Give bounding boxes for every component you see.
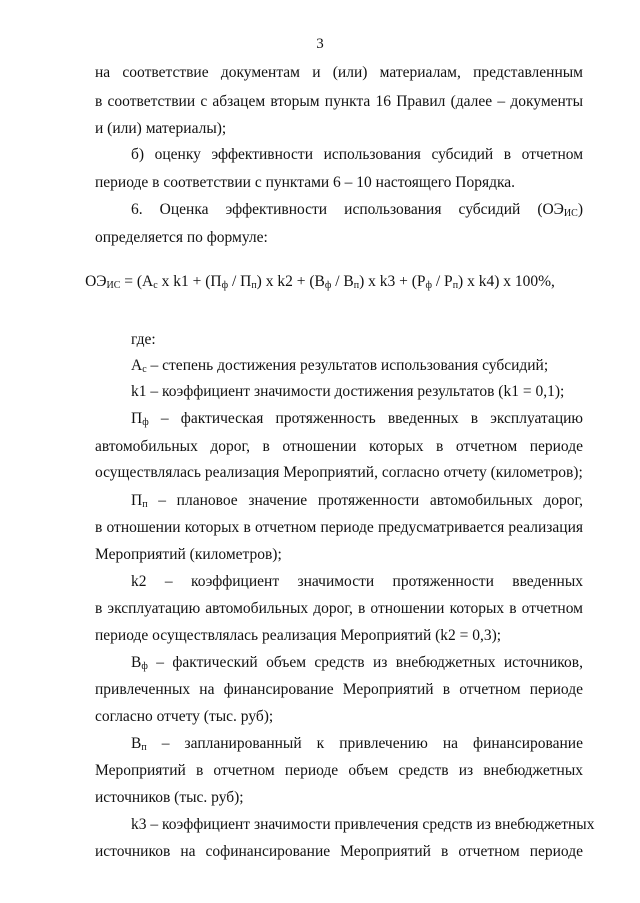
- text-line: источников на софинансирование Мероприятий в отчетном периоде: [95, 843, 583, 860]
- text-line: и (или) материалы);: [95, 120, 227, 137]
- text-line: $В_п$ – запланированный к привлечению на финансирование: [131, 735, 583, 753]
- text-line: в отношении которых в отчетном периоде предусматривается реализация: [95, 519, 583, 536]
- text-line: k2 – коэффициент значимости протяженности введенных: [131, 573, 583, 590]
- text-line: $В_ф$ – фактический объем средств из внебюджетных источников,: [131, 654, 583, 672]
- text-line: периоде осуществлялась реализация Мероприятий (k2 = 0,3);: [95, 627, 502, 644]
- text-line: в эксплуатацию автомобильных дорог, в отношении которых в отчетном: [95, 600, 583, 617]
- text-line: Мероприятий (километров);: [95, 546, 282, 563]
- text-line: осуществлялась реализация Мероприятий, согласно отчету (километров);: [95, 464, 583, 481]
- text-line: $А_с$ – степень достижения результатов использования субсидий;: [131, 357, 549, 375]
- text-line: привлеченных на финансирование Мероприятий в отчетном периоде: [95, 681, 583, 698]
- text-line: на соответствие документам и (или) материалам, представленным: [95, 64, 583, 81]
- text-line: определяется по формуле:: [95, 229, 268, 246]
- text-line: $П_ф$ – фактическая протяженность введенных в эксплуатацию: [131, 410, 583, 428]
- text-line: 6. Оценка эффективности использования субсидий $(ОЭ_{ИС})$: [131, 201, 583, 219]
- text-line: автомобильных дорог, в отношении которых в отчетном периоде: [95, 438, 583, 455]
- text-line: в соответствии с абзацем вторым пункта 16 Правил (далее – документы: [95, 93, 583, 110]
- formula: $ОЭ_{ИС} = (А_с$ x $k1 + (П_ф / П_п)$ x $k2 + (В_ф / В_п)$ x $k3 + (Р_ф / Р_п)$ x k4) x 100%,: [85, 273, 555, 291]
- text-line: k3 – коэффициент значимости привлечения средств из внебюджетных: [131, 816, 595, 833]
- text-line: $П_п$ – плановое значение протяженности автомобильных дорог,: [131, 492, 583, 510]
- text-line: где:: [131, 331, 156, 348]
- text-line: б) оценку эффективности использования субсидий в отчетном: [131, 146, 583, 163]
- text-line: k1 – коэффициент значимости достижения результатов (k1 = 0,1);: [131, 383, 565, 400]
- text-line: источников (тыс. руб);: [95, 789, 244, 806]
- text-line: Мероприятий в отчетном периоде объем средств из внебюджетных: [95, 762, 583, 779]
- text-line: периоде в соответствии с пунктами 6 – 10 настоящего Порядка.: [95, 174, 516, 191]
- page-number: 3: [316, 36, 324, 52]
- text-line: согласно отчету (тыс. руб);: [95, 708, 274, 725]
